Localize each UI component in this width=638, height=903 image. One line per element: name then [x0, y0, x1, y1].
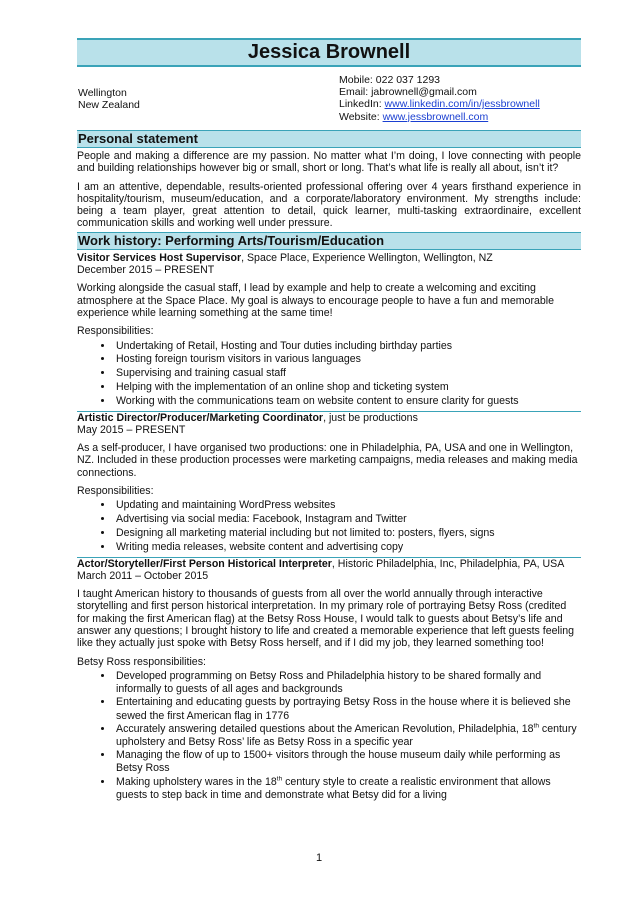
list-item: • Designing all marketing material including but not limited to: posters, flyers, signs — [114, 527, 581, 541]
mobile: Mobile: 022 037 1293 — [339, 74, 440, 86]
job-title: Actor/Storyteller/First Person Historical Interpreter — [77, 557, 332, 570]
job-entry — [77, 252, 581, 412]
responsibilities-list — [77, 499, 581, 554]
job-entry — [77, 412, 581, 558]
list-item: • Making upholstery wares in the 18th century style to create a realistic environment that allows guests to step back in time and demonstrate what Betsy did for a living — [114, 776, 581, 802]
email: Email: jabrownell@gmail.com — [339, 86, 477, 99]
location — [78, 87, 140, 111]
job-org: , just be productions — [323, 411, 418, 424]
job-title-line — [77, 558, 581, 570]
job-org: , Historic Philadelphia, Inc, Philadelphia, PA, USA — [331, 557, 565, 570]
personal-statement-heading: Personal statement — [77, 130, 581, 148]
website-line — [339, 111, 540, 123]
job-title-line — [77, 252, 581, 264]
responsibilities-list — [77, 340, 581, 409]
job-dates: December 2015 – PRESENT — [77, 264, 215, 277]
page-number: 1 — [315, 852, 323, 864]
website-label: Website: — [339, 110, 383, 123]
list-item: • Working with the communications team on website content to ensure clarity for guests — [114, 395, 581, 409]
job-description: I taught American history to thousands of guests from all over the world annually through interactive storytelling and first person historical interpretation. In my primary role of portraying Betsy Ross (credited for making the first American flag) at the Betsy Ross House, I would talk to guests about Betsy’s life and answer any questions; I brought history to life and created a memorable experience that left guests feeling like they actually just spoke with Betsy Ross herself, and if I did my job, they learned something too! — [77, 588, 575, 650]
responsibilities-label: Betsy Ross responsibilities: — [77, 655, 206, 668]
list-item: • Developed programming on Betsy Ross and Philadelphia history to be shared formally and informally to guests of all ages and backgrounds — [114, 670, 581, 696]
linkedin-label: LinkedIn: — [339, 98, 385, 111]
list-item: • Advertising via social media: Facebook, Instagram and Twitter — [114, 513, 581, 527]
contact-details — [339, 74, 540, 123]
linkedin-link[interactable]: www.linkedin.com/in/jessbrownell — [384, 98, 540, 111]
linkedin-line — [339, 98, 540, 110]
list-item: • Accurately answering detailed questions about the American Revolution, Philadelphia, 18th century upholstery and Betsy Ross’ life as Betsy Ross in a specific year — [114, 723, 581, 749]
responsibilities-label: Responsibilities: — [77, 485, 154, 498]
job-title-line — [77, 412, 581, 424]
resume-page — [77, 38, 581, 802]
list-item: • Helping with the implementation of an online shop and ticketing system — [114, 381, 581, 395]
list-item: • Updating and maintaining WordPress websites — [114, 499, 581, 513]
name-header: Jessica Brownell — [77, 38, 581, 67]
responsibilities-label: Responsibilities: — [77, 325, 154, 338]
list-item: • Entertaining and educating guests by portraying Betsy Ross in the house where it is believed she sewed the first American flag in 1776 — [114, 696, 581, 722]
personal-statement-p1: People and making a difference are my passion. No matter what I’m doing, I love connecting with people and building relationships however big or small, short or long. That’s what life is really all about, isn’t it? — [77, 150, 581, 175]
job-entry — [77, 558, 581, 802]
list-item: • Supervising and training casual staff — [114, 367, 581, 381]
contact-block — [77, 74, 581, 130]
work-history-heading: Work history: Performing Arts/Tourism/Education — [77, 232, 581, 250]
job-title: Visitor Services Host Supervisor — [77, 251, 242, 264]
job-description: As a self-producer, I have organised two productions: one in Philadelphia, PA, USA and one in Wellington, NZ. Included in these production processes were marketing campaigns, media releases and making media connections. — [77, 442, 578, 479]
job-dates: May 2015 – PRESENT — [77, 423, 186, 436]
website-link[interactable]: www.jessbrownell.com — [382, 110, 489, 123]
list-item: • Managing the flow of up to 1500+ visitors through the house museum daily while performing as Betsy Ross — [114, 749, 581, 775]
responsibilities-list — [77, 670, 581, 802]
list-item: • Hosting foreign tourism visitors in various languages — [114, 353, 581, 367]
job-org: , Space Place, Experience Wellington, Wellington, NZ — [241, 251, 493, 264]
country: New Zealand — [78, 99, 140, 112]
job-dates: March 2011 – October 2015 — [77, 569, 209, 582]
job-title: Artistic Director/Producer/Marketing Coordinator — [77, 411, 324, 424]
city: Wellington — [78, 87, 127, 99]
job-description: Working alongside the casual staff, I lead by example and help to create a welcoming and exciting atmosphere at the Space Place. My goal is always to encourage people to have a fun and memorable experience while learning something at the same time! — [77, 282, 555, 319]
personal-statement-p2: I am an attentive, dependable, results-oriented professional offering over 4 years firsthand experience in hospitality/tourism, museum/education, and a corporate/laboratory environment. My strengths include: being a team player, great attention to detail, quick learner, multi-tasking extraordinaire, excellent communication skills and working well under pressure. — [77, 180, 581, 230]
list-item: • Undertaking of Retail, Hosting and Tour duties including birthday parties — [114, 340, 581, 354]
list-item: • Writing media releases, website content and advertising copy — [114, 541, 581, 555]
